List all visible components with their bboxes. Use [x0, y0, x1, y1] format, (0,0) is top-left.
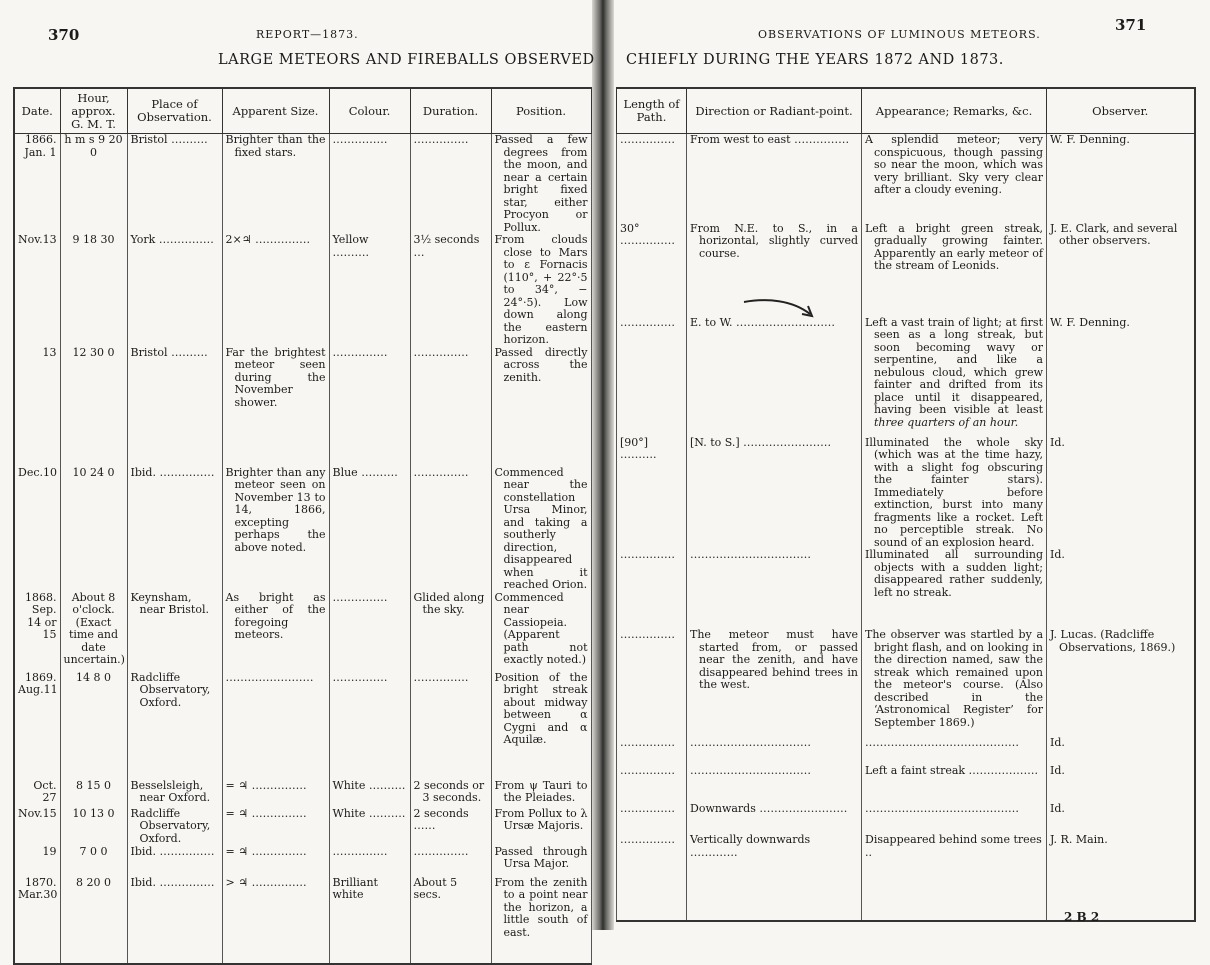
cell-position: From the zenith to a point near the horizon, a little south of east. [491, 877, 591, 964]
cell-place: York …………… [127, 234, 222, 347]
cell-place: Radcliffe Observatory, Oxford. [127, 672, 222, 780]
cell-colour: …………… [329, 672, 410, 780]
cell-position: Passed a few degrees from the moon, and near a certain bright fixed star, either Procyon or Pollux. [491, 134, 591, 235]
left-meteor-table [13, 87, 592, 965]
table-row [14, 134, 591, 235]
cell-colour: White ………. [329, 780, 410, 808]
table-row [617, 223, 1195, 317]
cell-place: Radcliffe Observatory, Oxford. [127, 808, 222, 846]
cell-hour: 10 24 0 [60, 467, 127, 592]
cell-length: …………… [617, 317, 687, 437]
header-place: Place of Observation. [127, 88, 222, 134]
cell-direction: [N. to S.] …………………… [687, 437, 862, 550]
cell-position: Commenced near the constellation Ursa Minor, and taking a southerly direction, disappeared when it reached Orion. [491, 467, 591, 592]
cell-length: [90°] ………. [617, 437, 687, 550]
cell-size: …………………… [222, 672, 329, 780]
table-row [14, 234, 591, 347]
cell-size: Brighter than any meteor seen on November 13 to 14, 1866, excepting perhaps the above noted. [222, 467, 329, 592]
right-table-title: CHIEFLY DURING THE YEARS 1872 AND 1873. [626, 52, 1004, 68]
right-running-head: OBSERVATIONS OF LUMINOUS METEORS. [758, 28, 1041, 41]
cell-length: 30° …………… [617, 223, 687, 317]
cell-remarks: …………………………………… [862, 737, 1047, 765]
cell-hour: 10 13 0 [60, 808, 127, 846]
cell-size: Far the brightest meteor seen during the November shower. [222, 347, 329, 467]
table-row [617, 629, 1195, 737]
cell-colour: Yellow ………. [329, 234, 410, 347]
cell-observer: W. F. Denning. [1047, 134, 1195, 223]
cell-colour: …………… [329, 846, 410, 877]
cell-place: Ibid. …………… [127, 846, 222, 877]
cell-date: Nov.13 [14, 234, 60, 347]
cell-colour: …………… [329, 347, 410, 467]
cell-colour: …………… [329, 592, 410, 672]
cell-position: Passed through Ursa Major. [491, 846, 591, 877]
cell-place: Bristol ………. [127, 134, 222, 235]
cell-size: = ♃ …………… [222, 846, 329, 877]
cell-remarks: Disappeared behind some trees .. [862, 834, 1047, 921]
cell-size: As bright as either of the foregoing meteors. [222, 592, 329, 672]
cell-place: Keynsham, near Bristol. [127, 592, 222, 672]
cell-length: …………… [617, 765, 687, 803]
cell-observer: Id. [1047, 737, 1195, 765]
cell-colour: …………… [329, 134, 410, 235]
cell-size: > ♃ …………… [222, 877, 329, 964]
cell-duration: …………… [410, 467, 491, 592]
cell-duration: …………… [410, 347, 491, 467]
header-remarks: Appearance; Remarks, &c. [862, 88, 1047, 134]
cell-observer: J. R. Main. [1047, 834, 1195, 921]
cell-size: 2×♃ …………… [222, 234, 329, 347]
remarks-italic: three quarters of an hour. [874, 415, 1019, 429]
cell-date: Dec.10 [14, 467, 60, 592]
cell-direction: …………………………… [687, 549, 862, 629]
cell-duration: 2 seconds or 3 seconds. [410, 780, 491, 808]
table-row [14, 592, 591, 672]
right-header-row [617, 88, 1195, 134]
cell-duration: …………… [410, 134, 491, 235]
cell-remarks: Left a bright green streak, gradually growing fainter. Apparently an early meteor of the stream of Leonids. [862, 223, 1047, 317]
right-meteor-table [616, 87, 1196, 922]
cell-observer: J. E. Clark, and several other observers. [1047, 223, 1195, 317]
cell-place: Bristol ………. [127, 347, 222, 467]
table-row [617, 765, 1195, 803]
cell-direction: From N.E. to S., in a horizontal, slightly curved course. [687, 223, 862, 317]
cell-position: Passed directly across the zenith. [491, 347, 591, 467]
cell-direction: From west to east …………… [687, 134, 862, 223]
table-row [617, 549, 1195, 629]
cell-position: From Pollux to λ Ursæ Majoris. [491, 808, 591, 846]
header-position: Position. [491, 88, 591, 134]
cell-direction: The meteor must have started from, or passed near the zenith, and have disappeared behind trees in the west. [687, 629, 862, 737]
cell-duration: 3½ seconds … [410, 234, 491, 347]
table-row [14, 846, 591, 877]
cell-observer: W. F. Denning. [1047, 317, 1195, 437]
cell-remarks: …………………………………… [862, 803, 1047, 834]
cell-colour: Blue ………. [329, 467, 410, 592]
left-page-number: 370 [48, 26, 80, 44]
left-header-row [14, 88, 591, 134]
cell-direction: …………………………… [687, 765, 862, 803]
meteor-path-sketch-icon [742, 292, 818, 322]
cell-direction: …………………………… [687, 737, 862, 765]
cell-remarks: A splendid meteor; very conspicuous, though passing so near the moon, which was very brilliant. Sky very clear after a cloudy evening. [862, 134, 1047, 223]
cell-date: 1868. Sep. 14 or 15 [14, 592, 60, 672]
cell-size: = ♃ …………… [222, 808, 329, 846]
cell-direction: Vertically downwards …………. [687, 834, 862, 921]
cell-length: …………… [617, 803, 687, 834]
cell-date: 1870. Mar.30 [14, 877, 60, 964]
cell-remarks: The observer was startled by a bright flash, and on looking in the direction named, saw the streak which remained upon the meteor's course. (Also described in the ‘Astronomical Register’ for September 1869.) [862, 629, 1047, 737]
cell-position: Commenced near Cassiopeia. (Apparent path not exactly noted.) [491, 592, 591, 672]
cell-place: Ibid. …………… [127, 467, 222, 592]
cell-position: From clouds close to Mars to ε Fornacis (110°, + 22°·5 to 34°, − 24°·5). Low down along the eastern horizon. [491, 234, 591, 347]
table-row [617, 317, 1195, 437]
cell-length: …………… [617, 737, 687, 765]
cell-duration: …………… [410, 846, 491, 877]
header-size: Apparent Size. [222, 88, 329, 134]
cell-date: 1869. Aug.11 [14, 672, 60, 780]
cell-hour: 7 0 0 [60, 846, 127, 877]
cell-date: Oct. 27 [14, 780, 60, 808]
cell-place: Ibid. …………… [127, 877, 222, 964]
cell-remarks: Left a faint streak ………………. [862, 765, 1047, 803]
cell-position: From ψ Tauri to the Pleiades. [491, 780, 591, 808]
header-date: Date. [14, 88, 60, 134]
table-row [617, 803, 1195, 834]
cell-position: Position of the bright streak about midway between α Cygni and α Aquilæ. [491, 672, 591, 780]
cell-direction: E. to W. ……………………… [687, 317, 862, 437]
cell-observer: Id. [1047, 765, 1195, 803]
table-row [14, 808, 591, 846]
table-row [14, 780, 591, 808]
header-direction: Direction or Radiant-point. [687, 88, 862, 134]
left-running-head: REPORT—1873. [256, 28, 359, 41]
table-row [14, 467, 591, 592]
table-row [617, 834, 1195, 921]
cell-colour: Brilliant white [329, 877, 410, 964]
cell-duration: …………… [410, 672, 491, 780]
header-hour: Hour, approx. G. M. T. [60, 88, 127, 134]
cell-duration: About 5 secs. [410, 877, 491, 964]
cell-length: …………… [617, 549, 687, 629]
table-row [14, 672, 591, 780]
cell-date: 1866. Jan. 1 [14, 134, 60, 235]
header-colour: Colour. [329, 88, 410, 134]
cell-date: 13 [14, 347, 60, 467]
table-row [14, 877, 591, 964]
cell-colour: White ………. [329, 808, 410, 846]
cell-date: 19 [14, 846, 60, 877]
cell-observer: Id. [1047, 549, 1195, 629]
cell-hour: 8 20 0 [60, 877, 127, 964]
cell-hour: 12 30 0 [60, 347, 127, 467]
cell-hour: About 8 o'clock. (Exact time and date uncertain.) [60, 592, 127, 672]
cell-duration: 2 seconds …… [410, 808, 491, 846]
book-spine [592, 0, 614, 930]
cell-remarks [862, 317, 1047, 437]
header-duration: Duration. [410, 88, 491, 134]
cell-hour: 8 15 0 [60, 780, 127, 808]
cell-date: Nov.15 [14, 808, 60, 846]
cell-length: …………… [617, 834, 687, 921]
printer-signature: 2 B 2 [1064, 910, 1100, 924]
header-length: Length of Path. [617, 88, 687, 134]
remarks-text: Left a vast train of light; at first seen as a long streak, but soon becoming wavy or serpentine, and like a nebulous cloud, which grew fainter and drifted from its place until it disappeared, having been visible at least [865, 316, 1043, 416]
cell-duration: Glided along the sky. [410, 592, 491, 672]
cell-length: …………… [617, 629, 687, 737]
cell-hour: 9 18 30 [60, 234, 127, 347]
cell-size: Brighter than the fixed stars. [222, 134, 329, 235]
right-page-number: 371 [1115, 16, 1147, 34]
cell-size: = ♃ …………… [222, 780, 329, 808]
cell-place: Besselsleigh, near Oxford. [127, 780, 222, 808]
cell-remarks: Illuminated all surrounding objects with a sudden light; disappeared rather suddenly, left no streak. [862, 549, 1047, 629]
header-observer: Observer. [1047, 88, 1195, 134]
table-row [14, 347, 591, 467]
table-row [617, 134, 1195, 223]
cell-observer: Id. [1047, 803, 1195, 834]
cell-hour: h m s 9 20 0 [60, 134, 127, 235]
left-table-title: LARGE METEORS AND FIREBALLS OBSERVED [218, 52, 595, 68]
cell-observer: J. Lucas. (Radcliffe Observations, 1869.) [1047, 629, 1195, 737]
cell-hour: 14 8 0 [60, 672, 127, 780]
table-row [617, 437, 1195, 550]
table-row [617, 737, 1195, 765]
cell-observer: Id. [1047, 437, 1195, 550]
cell-remarks: Illuminated the whole sky (which was at the time hazy, with a slight fog obscuring the fainter stars). Immediately before extinction, burst into many fragments like a rocket. Left no perceptible streak. No sound of an explosion heard. [862, 437, 1047, 550]
cell-direction: Downwards …………………… [687, 803, 862, 834]
cell-length: …………… [617, 134, 687, 223]
